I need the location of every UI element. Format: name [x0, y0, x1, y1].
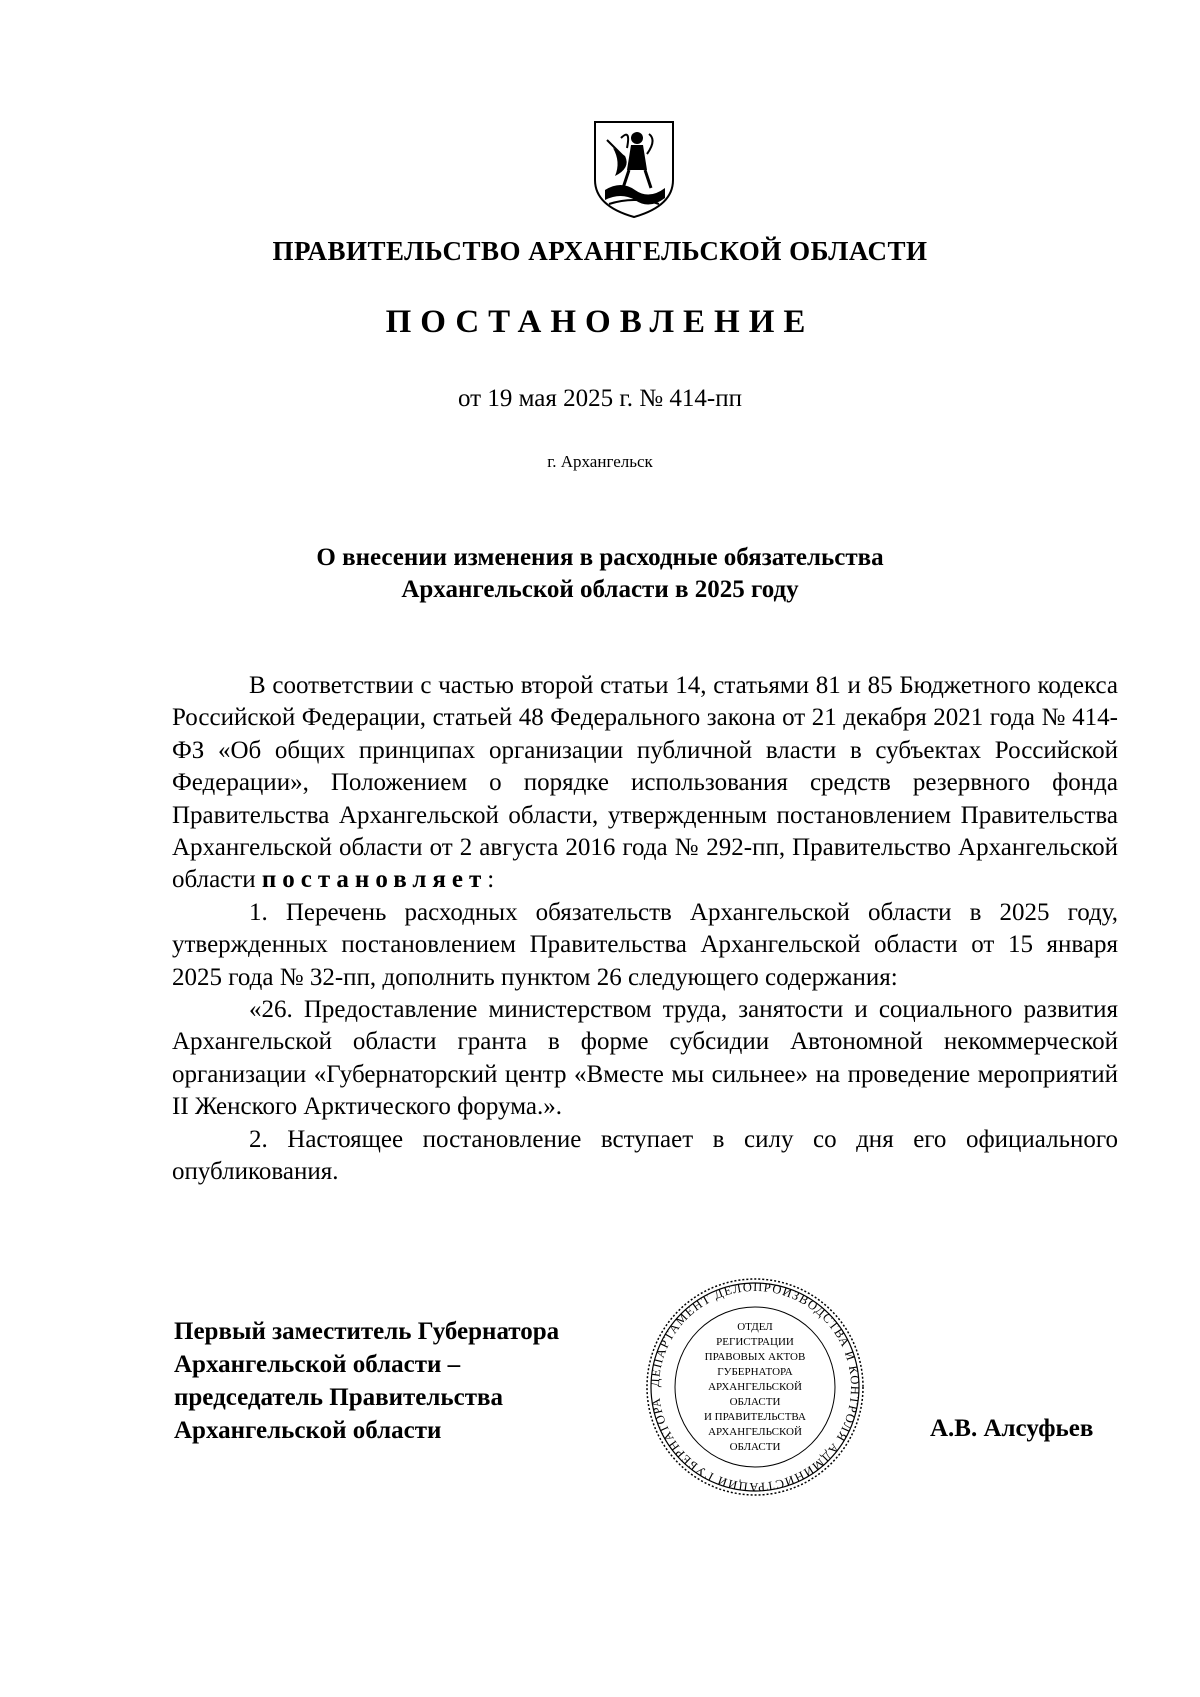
subject-line-2: Архангельской области в 2025 году	[401, 576, 799, 603]
document-city: г. Архангельск	[547, 452, 653, 471]
signatory-line-3: председатель Правительства	[174, 1384, 504, 1411]
preamble-text: В соответствии с частью второй статьи 14, статьями 81 и 85 Бюджетного кодекса Российской Федерации, статьей 48 Федерального закона от 21 декабря 2021 года № 414-ФЗ «Об общих принципах организации публичной власти в субъектах Российской Федерации», Положением о порядке использования средств резервного фонда Правительства Архангельской области, утвержденным постановлением Правительства Архангельской области от 2 августа 2016 года № 292-пп, Правительство Архангельской области	[172, 672, 1118, 894]
document-date-number: от 19 мая 2025 г. № 414-пп	[458, 385, 742, 412]
seal-center-line: ГУБЕРНАТОРА	[717, 1366, 793, 1378]
document-subject	[0, 542, 1200, 606]
signatory-block	[174, 1315, 559, 1447]
item-1-quote-paragraph: «26. Предоставление министерством труда, занятости и социального развития Архангельской области гранта в форме субсидии Автономной некоммерческой организации «Губернаторский центр «Вместе мы сильнее» на проведение мероприятий II Женского Арктического форума.».	[172, 996, 1118, 1121]
seal-center-line: ОТДЕЛ	[737, 1321, 773, 1333]
preamble-paragraph	[172, 670, 1118, 897]
seal-center-line: АРХАНГЕЛЬСКОЙ	[708, 1381, 802, 1393]
decree-word: постановляет	[261, 866, 488, 894]
decree-colon: :	[487, 866, 495, 894]
item-1-paragraph: 1. Перечень расходных обязательств Архангельской области в 2025 году, утвержденных постановлением Правительства Архангельской области от 15 января 2025 года № 32-пп, дополнить пунктом 26 следующего содержания:	[172, 898, 1118, 991]
seal-center-line: ОБЛАСТИ	[729, 1396, 781, 1408]
coat-of-arms-icon	[591, 118, 677, 220]
seal-center-line: РЕГИСТРАЦИИ	[716, 1336, 794, 1348]
official-seal-stamp	[641, 1276, 869, 1498]
signatory-line-1: Первый заместитель Губернатора	[174, 1318, 560, 1345]
government-title: ПРАВИТЕЛЬСТВО АРХАНГЕЛЬСКОЙ ОБЛАСТИ	[272, 236, 928, 266]
signatory-name: А.В. Алсуфьев	[930, 1415, 1094, 1442]
document-type-title: ПОСТАНОВЛЕНИЕ	[385, 304, 815, 340]
item-2-paragraph: 2. Настоящее постановление вступает в силу со дня его официального опубликования.	[172, 1125, 1118, 1186]
document-body	[172, 670, 1118, 1189]
signatory-line-2: Архангельской области –	[174, 1351, 461, 1378]
subject-line-1: О внесении изменения в расходные обязательства	[316, 544, 884, 571]
seal-center-line: ОБЛАСТИ	[729, 1441, 781, 1453]
signatory-line-4: Архангельской области	[174, 1417, 442, 1444]
seal-center-line: И ПРАВИТЕЛЬСТВА	[703, 1411, 807, 1423]
seal-ring-text: ДЕПАРТАМЕНТ ДЕЛОПРОИЗВОДСТВА И КОНТРОЛЯ АДМИНИСТРАЦИИ ГУБЕРНАТОРА	[647, 1279, 863, 1495]
seal-center-line: ПРАВОВЫХ АКТОВ	[704, 1351, 806, 1363]
seal-center-line: АРХАНГЕЛЬСКОЙ	[708, 1426, 802, 1438]
